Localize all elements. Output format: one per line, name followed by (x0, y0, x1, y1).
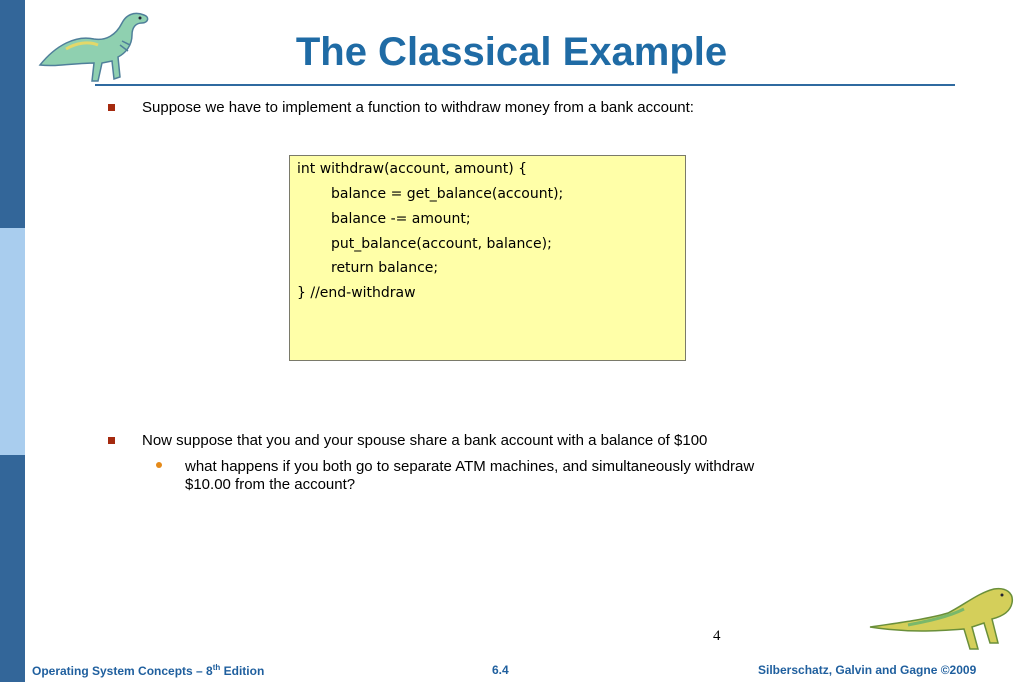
code-line: } //end-withdraw (297, 285, 416, 301)
code-line: return balance; (331, 260, 439, 276)
code-line: int withdraw(account, amount) { (297, 161, 528, 177)
footer-authors: Silberschatz, Galvin and Gagne ©2009 (758, 663, 977, 677)
bullet-text: Now suppose that you and your spouse share a bank account with a balance of $100 (142, 432, 708, 449)
bullet-text: Suppose we have to implement a function to withdraw money from a bank account: (142, 99, 694, 116)
dinosaur-footer-icon (868, 583, 1018, 658)
sidebar-band-middle (0, 228, 25, 455)
slide-title: The Classical Example (295, 30, 728, 74)
code-box (289, 155, 686, 361)
footer-book-title: Operating System Concepts – 8th Edition (32, 663, 265, 678)
left-sidebar (0, 0, 25, 682)
sub-bullet-text-line2: $10.00 from the account? (185, 476, 356, 493)
code-line: balance -= amount; (331, 211, 471, 227)
sub-bullet-text-line1: what happens if you both go to separate ATM machines, and simultaneously withdraw (185, 458, 755, 475)
code-line: balance = get_balance(account); (331, 186, 564, 202)
bullet-marker (108, 437, 115, 444)
footer-slide-number: 6.4 (492, 663, 509, 677)
sidebar-band-bottom (0, 455, 25, 682)
code-line: put_balance(account, balance); (331, 236, 552, 252)
title-underline (95, 84, 955, 86)
page-number: 4 (713, 628, 721, 644)
sub-bullet-marker (156, 462, 162, 468)
bullet-marker (108, 104, 115, 111)
